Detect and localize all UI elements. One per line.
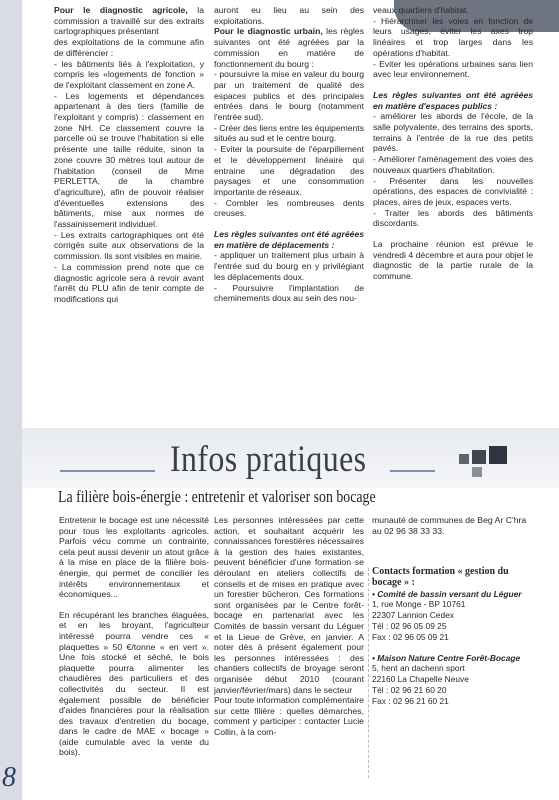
- mobility-subtitle: Les règles suivantes ont été agréées en matière de déplacements :: [214, 229, 364, 250]
- dotted-rail: [368, 568, 369, 778]
- urban-intro: les règles suivantes ont été agréées par la commission en matière de fonctionnement du bourg :: [214, 26, 365, 69]
- contact-org2-line: Fax : 02 96 21 60 21: [372, 695, 449, 706]
- agri-line-2: - les bâtiments liés à l'exploitation, y compris les «logements de fonction » de l'exploitant classement en zone A.: [54, 58, 204, 90]
- contact-box: [366, 560, 531, 790]
- agri-title: Pour le diagnostic agricole,: [54, 5, 198, 15]
- decor-square-icon: [472, 467, 482, 477]
- c3-item2-0: - améliorer les abords de l'école, de la salle polyvalente, des terrains des sports, terrains à l'entrée de la rue des petits pavés.: [373, 111, 533, 154]
- left-edge-band: [0, 0, 22, 800]
- contact-org2-line: 5, hent an dachenn sport: [372, 663, 465, 674]
- agri-line-0: la commission a travaillé sur des extraits cartographiques présentant: [54, 5, 204, 37]
- agricultural-diagnostic-column: [54, 5, 204, 305]
- decor-square-icon: [459, 454, 469, 464]
- contact-org-1: • Comité de bassin versant du Léguer: [372, 588, 522, 599]
- article-p5: munauté de communes de Beg Ar C'hra au 02 96 38 33 33.: [372, 515, 527, 536]
- section-title: Infos pratiques: [170, 439, 367, 480]
- c3-item-0: - Hiérarchiser les voies en fonction de leurs usages, éviter les axes trop linéaires et trop larges dans les opérations d'habitat.: [373, 15, 533, 58]
- agri-line-5: - La commission prend note que ce diagnostic agricole sera à revoir avant l'arrêt du PLU afin de tenir compte de modifications qui: [54, 261, 204, 304]
- contact-org1-line: Fax : 02 96 05 09 21: [372, 631, 449, 642]
- contact-org1-line: 1, rue Monge - BP 10761: [372, 599, 466, 610]
- c3-lead: veaux quartiers d'habitat.: [373, 5, 469, 15]
- public-spaces-column: [373, 5, 533, 282]
- public-spaces-subtitle: Les règles suivantes ont été agréées en matière d'espaces publics :: [373, 89, 533, 111]
- urban-diagnostic-column: [214, 5, 364, 304]
- article-column-1: [59, 515, 209, 758]
- urban-title: Pour le diagnostic urbain,: [214, 26, 323, 37]
- urban-item-1: - Créer des liens entre les équipements situés au sud et le centre bourg.: [214, 122, 364, 144]
- article-p3: Les personnes intéressées par cette action, et souhaitant acquérir les connaissances forestières nécessaires à la gestion des haies existantes, peuvent bénéficier d'une formation se déroulant en ateliers collectifs de conseils et de mises en pratique avec un forestier bûcheron. Ces formations sont organisées par le Centre forêt-bocage en partenariat avec les Comités de bassin versant du Léguer et la Lieue de Grève, en janvier. A noter dès à présent également pour les personnes intéressées : des chantiers collectifs de broyage seront organisée début 2010 (courant janvier/février/mars) dans le secteur: [214, 515, 364, 695]
- c3-item2-3: - Traiter les abords des bâtiments discordants.: [373, 207, 533, 229]
- next-meeting-text: La prochaine réunion est prévue le vendredi 4 décembre et aura pour objet le diagnostic de la partie rurale de la commune.: [373, 239, 533, 282]
- agri-line-1: des exploitations de la commune afin de différencier :: [54, 37, 204, 58]
- contact-org-2: • Maison Nature Centre Forêt-Bocage: [372, 652, 521, 663]
- article-title: La filière bois-énergie : entretenir et valoriser son bocage: [58, 487, 376, 506]
- agri-line-4: - Les extraits cartographiques ont été corrigés suite aux observations de la commission. Ils sont visibles en mairie.: [54, 229, 204, 262]
- c3-item-1: - Eviter les opérations urbaines sans lien avec leur environnement.: [373, 58, 533, 80]
- c3-item2-1: - Améliorer l'aménagement des voies des nouveaux quartiers d'habitation.: [373, 154, 533, 175]
- page-number: 8: [2, 762, 16, 793]
- c3-item2-2: - Présenter dans les nouvelles opérations, des espaces de convivialité : places, aires de jeux, espaces verts.: [373, 175, 533, 207]
- contact-org2-line: 22160 La Chapelle Neuve: [372, 674, 469, 685]
- urban-lead: auront eu lieu au sein des exploitations.: [214, 5, 364, 26]
- header-rule-left: [60, 470, 155, 472]
- mobility-item-1: - Poursuivre l'implantation de cheminements doux au sein des nou-: [214, 282, 364, 304]
- article-p2: En récupérant les branches élaguées, et en les broyant, l'agriculteur intéressé pourra vendre ces « plaquettes » 50 €/tonne « en vert ». Une fois stocké et séché, le bois plaquette pourra alimenter les chaudières des particuliers et des collectivités du secteur. Il est également possible de bénéficier d'aides financières pour la réalisation des travaux d'entretien du bocage, dans le cadre de MAE « bocage » (aide cumulable avec la vente du bois).: [59, 609, 209, 758]
- decor-square-icon: [472, 450, 486, 464]
- article-column-3: [372, 515, 530, 536]
- agri-line-3: - Les logements et dépendances appartenant à des tiers (famille de l'exploitant y compris) : classement en zone NH. Ce classement couvre la parcelle où se trouve l'habitation si elle présente une taille réduite, sinon la zone couvre 30 mètres tout autour de l'habitation (conseil de Mme PERLETTA, de la chambre d'agriculture), afin de pouvoir réaliser d'éventuelles extensions des bâtiments, mise aux normes de l'assainissement individuel.: [54, 90, 204, 230]
- contact-org2-line: Tél : 02 96 21 60 20: [372, 684, 447, 695]
- mobility-item-0: - appliquer un traitement plus urbain à l'entrée sud du bourg en y privilégiant les déplacements doux.: [214, 250, 364, 282]
- article-column-2: [214, 515, 364, 737]
- urban-item-0: - poursuivre la mise en valeur du bourg par un traitement de qualité des espaces publics et des principales entrées dans le bourg (notamment l'entrée sud).: [214, 69, 364, 123]
- header-rule-right: [390, 470, 435, 472]
- contact-title: Contacts formation « gestion du bocage » :: [372, 566, 509, 588]
- contact-org1-line: Tél : 02 96 05 09 25: [372, 620, 447, 631]
- article-p4: Pour toute information complémentaire sur cette filière : quelles démarches, comment y participer : contacter Lucie Collin, à la com-: [214, 695, 364, 737]
- urban-item-2: - Eviter la poursuite de l'éparpillement et le développement linéaire qui entraine une dégradation des paysages et une consommation importante de réseaux.: [214, 144, 364, 197]
- contact-org1-line: 22307 Lannion Cedex: [372, 610, 454, 621]
- urban-item-3: - Combler les nombreuses dents creuses.: [214, 197, 364, 219]
- decor-square-icon: [489, 446, 507, 464]
- article-p1: Entretenir le bocage est une nécessité pour tous les exploitants agricoles. Parfois vécu comme un contrainte, cela peut aussi devenir un atout grâce à la mise en place de la filière bois-énergie, qui permet de concilier les intérêts environnementaux et économiques...: [59, 515, 209, 600]
